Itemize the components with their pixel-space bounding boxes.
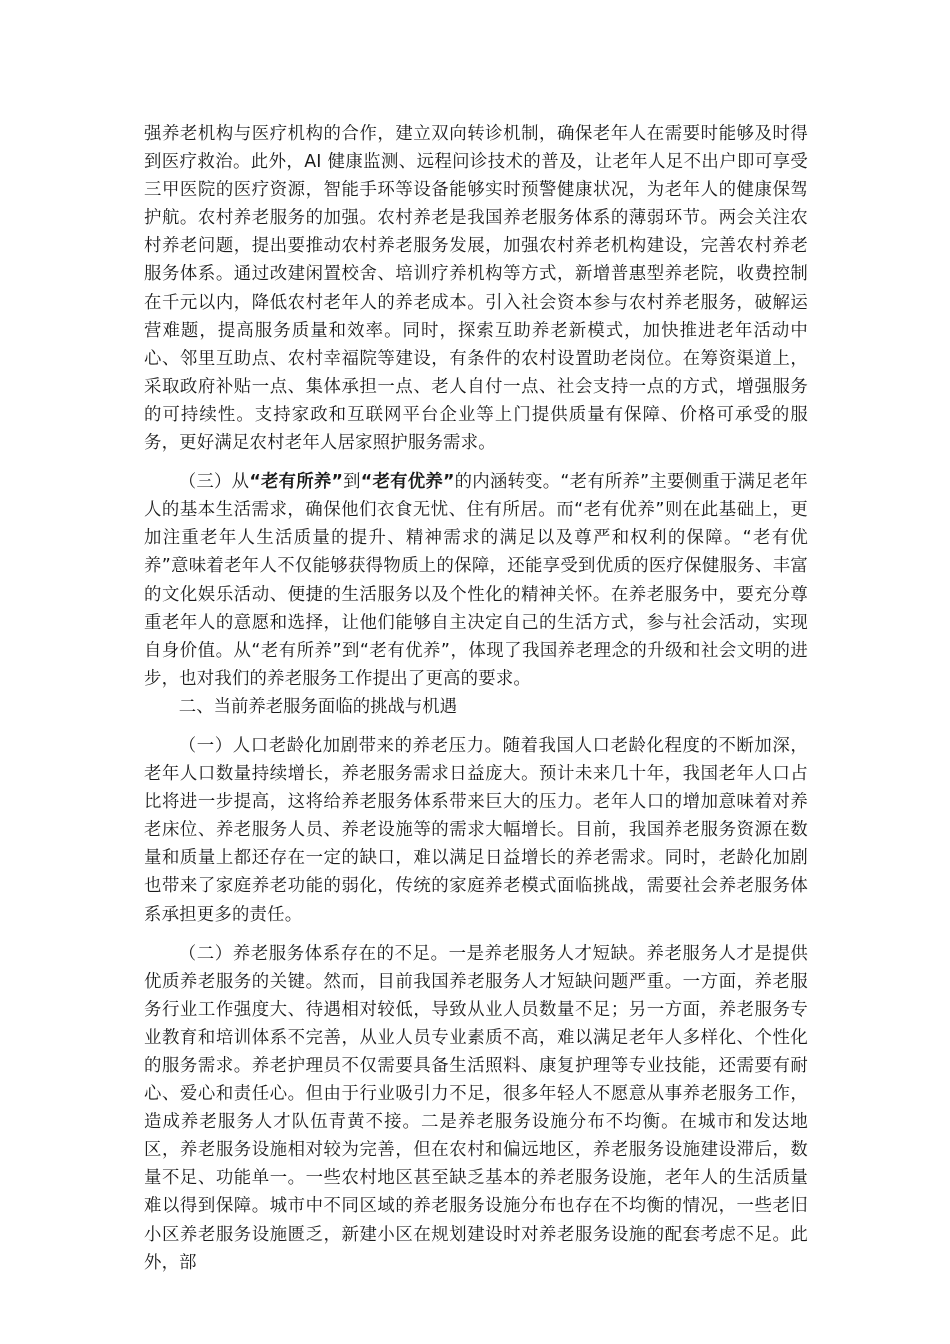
paragraph-section-three <box>144 468 808 693</box>
paragraph-system-shortcomings: （二）养老服务体系存在的不足。一是养老服务人才短缺。养老服务人才是提供优质养老服务的关键。然而，目前我国养老服务人才短缺问题严重。一方面，养老服务行业工作强度大、待遇相对较低，导致从业人员数量不足；另一方面，养老服务专业教育和培训体系不完善，从业人员专业素质不高，难以满足老年人多样化、个性化的服务需求。养老护理员不仅需要具备生活照料、康复护理等专业技能，还需要有耐心、爱心和责任心。但由于行业吸引力不足，很多年轻人不愿意从事养老服务工作，造成养老服务人才队伍青黄不接。二是养老服务设施分布不均衡。在城市和发达地区，养老服务设施相对较为完善，但在农村和偏远地区，养老服务设施建设滞后，数量不足、功能单一。一些农村地区甚至缺乏基本的养老服务设施，老年人的生活质量难以得到保障。城市中不同区域的养老服务设施分布也存在不均衡的情况，一些老旧小区养老服务设施匮乏，新建小区在规划建设时对养老服务设施的配套考虑不足。此外，部 <box>144 943 808 1273</box>
section-heading-challenges: 二、当前养老服务面临的挑战与机遇 <box>178 696 458 717</box>
document-body <box>144 120 808 1277</box>
quote-lao-you-suo-yang: “老有所养” <box>249 472 344 493</box>
paragraph-aging-pressure: （一）人口老龄化加剧带来的养老压力。随着我国人口老龄化程度的不断加深，老年人口数量持续增长，养老服务需求日益庞大。预计未来几十年，我国老年人口占比将进一步提高，这将给养老服务体系带来巨大的压力。老年人口的增加意味着对养老床位、养老服务人员、养老设施等的需求大幅增长。目前，我国养老服务资源在数量和质量上都还存在一定的缺口，难以满足日益增长的养老需求。同时，老龄化加剧也带来了家庭养老功能的弱化，传统的家庭养老模式面临挑战，需要社会养老服务体系承担更多的责任。 <box>144 735 808 925</box>
section-three-prefix: （三）从 <box>178 472 250 493</box>
paragraph-rural-elderly-care: 强养老机构与医疗机构的合作，建立双向转诊机制，确保老年人在需要时能够及时得到医疗救治。此外，AI 健康监测、远程问诊技术的普及，让老年人足不出户即可享受三甲医院的医疗资源，智能手环等设备能够实时预警健康状况，为老年人的健康保驾护航。农村养老服务的加强。农村养老是我国养老服务体系的薄弱环节。两会关注农村养老问题，提出要推动农村养老服务发展，加强农村养老机构建设，完善农村养老服务体系。通过改建闲置校舍、培训疗养机构等方式，新增普惠型养老院，收费控制在千元以内，降低农村老年人的养老成本。引入社会资本参与农村养老服务，破解运营难题，提高服务质量和效率。同时，探索互助养老新模式，加快推进老年活动中心、邻里互助点、农村幸福院等建设，有条件的农村设置助老岗位。在筹资渠道上，采取政府补贴一点、集体承担一点、老人自付一点、社会支持一点的方式，增强服务的可持续性。支持家政和互联网平台企业等上门提供质量有保障、价格可承受的服务，更好满足农村老年人居家照护服务需求。 <box>144 124 808 454</box>
quote-lao-you-you-yang: “老有优养” <box>360 472 455 493</box>
section-three-body: 的内涵转变。“老有所养”主要侧重于满足老年人的基本生活需求，确保他们衣食无忧、住有所居。而“老有优养”则在此基础上，更加注重老年人生活质量的提升、精神需求的满足以及尊严和权利的保障。“老有优养”意味着老年人不仅能够获得物质上的保障，还能享受到优质的医疗保健服务、丰富的文化娱乐活动、便捷的生活服务以及个性化的精神关怀。在养老服务中，要充分尊重老年人的意愿和选择，让他们能够自主决定自己的生活方式，参与社会活动，实现自身价值。从“老有所养”到“老有优养”，体现了我国养老理念的升级和社会文明的进步，也对我们的养老服务工作提出了更高的要求。 <box>144 472 809 689</box>
section-three-mid: 到 <box>343 472 361 493</box>
